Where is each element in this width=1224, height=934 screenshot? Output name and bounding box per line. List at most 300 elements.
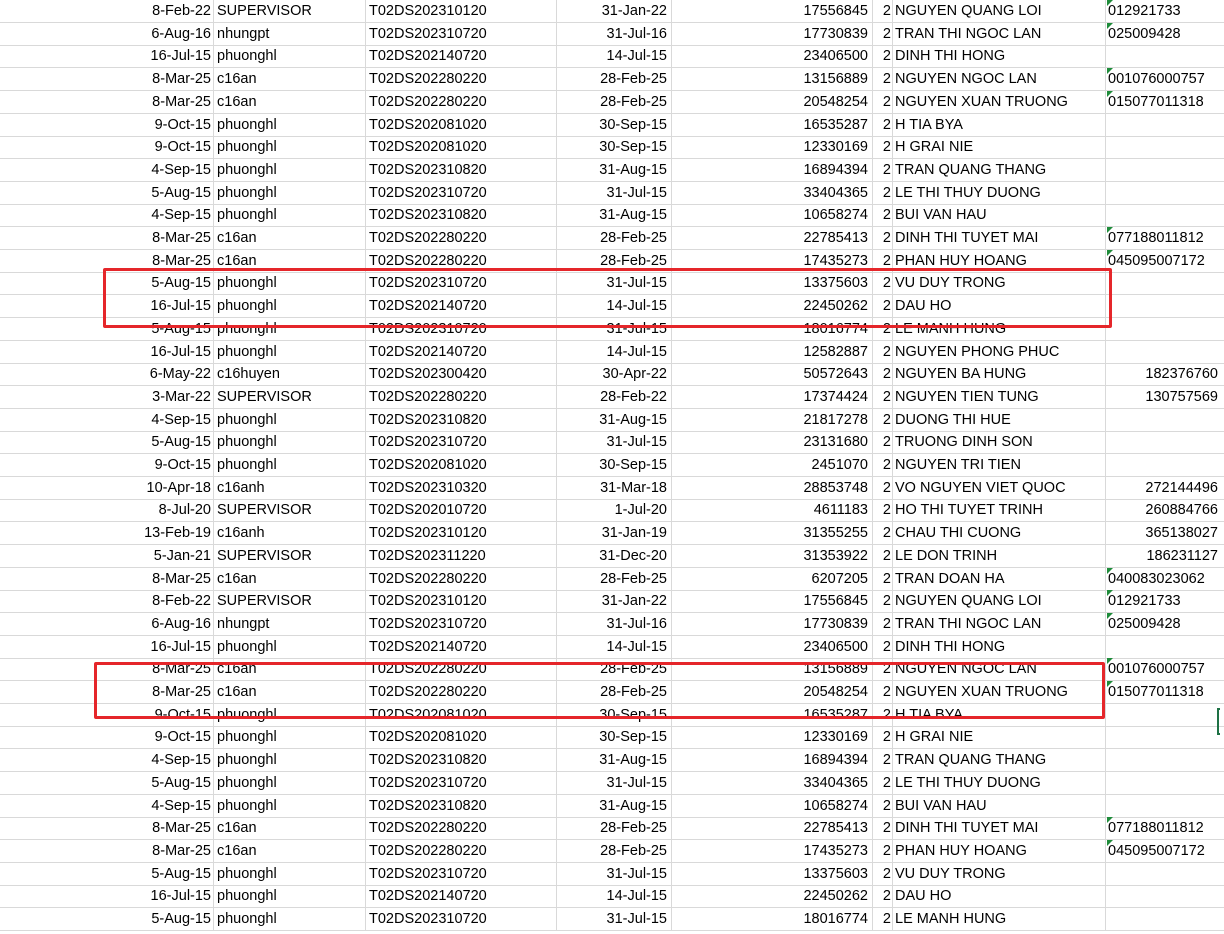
cell-amount[interactable]: 28853748 <box>672 477 873 499</box>
cell-user-id[interactable]: phuonghl <box>214 863 366 885</box>
cell-customer-name[interactable]: VO NGUYEN VIET QUOC <box>893 477 1106 499</box>
cell-amount[interactable]: 22785413 <box>672 817 873 839</box>
cell-posted-date[interactable]: 3-Mar-22 <box>96 386 214 408</box>
cell-amount[interactable]: 10658274 <box>672 204 873 226</box>
cell-batch-code[interactable]: T02DS202310720 <box>366 431 557 453</box>
cell-posted-date[interactable]: 16-Jul-15 <box>96 885 214 907</box>
cell-period-date[interactable]: 31-Jul-16 <box>557 23 672 45</box>
cell-customer-name[interactable]: NGUYEN XUAN TRUONG <box>893 91 1106 113</box>
cell-id-number[interactable]: 077188011812 <box>1108 230 1204 246</box>
cell-batch-code[interactable]: T02DS202310720 <box>366 272 557 294</box>
cell-batch-code[interactable]: T02DS202081020 <box>366 136 557 158</box>
cell-type-code[interactable]: 2 <box>873 318 893 340</box>
cell-id-number[interactable] <box>1106 772 1224 794</box>
cell-id-number[interactable]: 182376760 <box>1145 366 1218 383</box>
cell-batch-code[interactable]: T02DS202140720 <box>366 45 557 67</box>
cell-posted-date[interactable]: 8-Mar-25 <box>96 681 214 703</box>
cell-period-date[interactable]: 30-Apr-22 <box>557 363 672 385</box>
cell-type-code[interactable]: 2 <box>873 499 893 521</box>
cell-type-code[interactable]: 2 <box>873 204 893 226</box>
cell-batch-code[interactable]: T02DS202310720 <box>366 182 557 204</box>
cell-posted-date[interactable]: 5-Aug-15 <box>96 772 214 794</box>
cell-posted-date[interactable]: 8-Mar-25 <box>96 68 214 90</box>
cell-id-number[interactable] <box>1106 182 1224 204</box>
cell-user-id[interactable]: SUPERVISOR <box>214 545 366 567</box>
cell-posted-date[interactable]: 8-Mar-25 <box>96 658 214 680</box>
cell-period-date[interactable]: 31-Dec-20 <box>557 545 672 567</box>
cell-amount[interactable]: 17556845 <box>672 0 873 22</box>
cell-id-number[interactable]: 001076000757 <box>1108 71 1205 88</box>
cell-id-number[interactable] <box>1106 318 1224 340</box>
cell-customer-name[interactable]: TRAN DOAN HA <box>893 568 1106 590</box>
table-row[interactable] <box>0 204 1224 227</box>
cell-batch-code[interactable]: T02DS202310720 <box>366 908 557 930</box>
cell-period-date[interactable]: 28-Feb-25 <box>557 840 672 862</box>
cell-batch-code[interactable]: T02DS202140720 <box>366 295 557 317</box>
cell-batch-code[interactable]: T02DS202310720 <box>366 23 557 45</box>
cell-type-code[interactable]: 2 <box>873 0 893 22</box>
cell-id-number[interactable]: 045095007172 <box>1108 842 1205 859</box>
cell-batch-code[interactable]: T02DS202310820 <box>366 409 557 431</box>
cell-customer-name[interactable]: DAU HO <box>893 885 1106 907</box>
cell-customer-name[interactable]: VU DUY TRONG <box>893 863 1106 885</box>
cell-user-id[interactable]: c16an <box>214 68 366 90</box>
table-row[interactable] <box>0 636 1224 659</box>
cell-user-id[interactable]: SUPERVISOR <box>214 386 366 408</box>
cell-batch-code[interactable]: T02DS202310720 <box>366 613 557 635</box>
cell-user-id[interactable]: c16an <box>214 91 366 113</box>
cell-amount[interactable]: 10658274 <box>672 795 873 817</box>
table-row[interactable] <box>0 363 1224 386</box>
cell-posted-date[interactable]: 8-Mar-25 <box>96 227 214 249</box>
cell-posted-date[interactable]: 8-Feb-22 <box>96 590 214 612</box>
cell-user-id[interactable]: phuonghl <box>214 454 366 476</box>
cell-period-date[interactable]: 28-Feb-25 <box>557 250 672 272</box>
cell-user-id[interactable]: c16an <box>214 817 366 839</box>
table-row[interactable] <box>0 182 1224 205</box>
cell-batch-code[interactable]: T02DS202310120 <box>366 522 557 544</box>
cell-posted-date[interactable]: 8-Mar-25 <box>96 91 214 113</box>
cell-amount[interactable]: 17435273 <box>672 840 873 862</box>
cell-posted-date[interactable]: 16-Jul-15 <box>96 636 214 658</box>
cell-period-date[interactable]: 30-Sep-15 <box>557 726 672 748</box>
cell-amount[interactable]: 50572643 <box>672 363 873 385</box>
cell-type-code[interactable]: 2 <box>873 817 893 839</box>
cell-user-id[interactable]: phuonghl <box>214 114 366 136</box>
cell-type-code[interactable]: 2 <box>873 477 893 499</box>
cell-amount[interactable]: 16535287 <box>672 114 873 136</box>
cell-user-id[interactable]: phuonghl <box>214 272 366 294</box>
cell-period-date[interactable]: 31-Mar-18 <box>557 477 672 499</box>
cell-customer-name[interactable]: NGUYEN NGOC LAN <box>893 658 1106 680</box>
cell-customer-name[interactable]: DUONG THI HUE <box>893 409 1106 431</box>
cell-amount[interactable]: 16894394 <box>672 749 873 771</box>
cell-posted-date[interactable]: 6-May-22 <box>96 363 214 385</box>
cell-user-id[interactable]: phuonghl <box>214 704 366 726</box>
cell-customer-name[interactable]: TRAN QUANG THANG <box>893 749 1106 771</box>
cell-period-date[interactable]: 14-Jul-15 <box>557 341 672 363</box>
table-row[interactable] <box>0 795 1224 818</box>
cell-type-code[interactable]: 2 <box>873 568 893 590</box>
cell-posted-date[interactable]: 4-Sep-15 <box>96 159 214 181</box>
cell-amount[interactable]: 20548254 <box>672 681 873 703</box>
cell-id-number[interactable] <box>1106 863 1224 885</box>
cell-period-date[interactable]: 28-Feb-25 <box>557 681 672 703</box>
cell-user-id[interactable]: phuonghl <box>214 772 366 794</box>
cell-batch-code[interactable]: T02DS202310820 <box>366 749 557 771</box>
cell-amount[interactable]: 13156889 <box>672 658 873 680</box>
cell-amount[interactable]: 33404365 <box>672 182 873 204</box>
cell-period-date[interactable]: 31-Jul-15 <box>557 272 672 294</box>
cell-id-number[interactable] <box>1106 409 1224 431</box>
cell-user-id[interactable]: c16an <box>214 568 366 590</box>
cell-period-date[interactable]: 28-Feb-25 <box>557 227 672 249</box>
cell-posted-date[interactable]: 4-Sep-15 <box>96 409 214 431</box>
table-row[interactable] <box>0 227 1224 250</box>
cell-type-code[interactable]: 2 <box>873 840 893 862</box>
cell-id-number[interactable]: 025009428 <box>1108 615 1181 632</box>
table-row[interactable] <box>0 749 1224 772</box>
cell-customer-name[interactable]: LE DON TRINH <box>893 545 1106 567</box>
cell-amount[interactable]: 12330169 <box>672 136 873 158</box>
cell-period-date[interactable]: 14-Jul-15 <box>557 885 672 907</box>
cell-customer-name[interactable]: DINH THI HONG <box>893 636 1106 658</box>
cell-user-id[interactable]: nhungpt <box>214 613 366 635</box>
cell-user-id[interactable]: phuonghl <box>214 636 366 658</box>
table-row[interactable] <box>0 545 1224 568</box>
cell-user-id[interactable]: c16an <box>214 681 366 703</box>
cell-batch-code[interactable]: T02DS202310820 <box>366 795 557 817</box>
cell-type-code[interactable]: 2 <box>873 341 893 363</box>
cell-amount[interactable]: 31353922 <box>672 545 873 567</box>
cell-period-date[interactable]: 31-Jul-15 <box>557 182 672 204</box>
cell-batch-code[interactable]: T02DS202300420 <box>366 363 557 385</box>
cell-customer-name[interactable]: NGUYEN TIEN TUNG <box>893 386 1106 408</box>
cell-id-number[interactable] <box>1106 431 1224 453</box>
table-row[interactable] <box>0 431 1224 454</box>
cell-user-id[interactable]: c16an <box>214 227 366 249</box>
cell-type-code[interactable]: 2 <box>873 68 893 90</box>
table-row[interactable] <box>0 45 1224 68</box>
cell-id-number[interactable] <box>1106 272 1224 294</box>
cell-amount[interactable]: 18016774 <box>672 908 873 930</box>
cell-amount[interactable]: 13156889 <box>672 68 873 90</box>
cell-batch-code[interactable]: T02DS202310720 <box>366 318 557 340</box>
cell-id-number[interactable]: 272144496 <box>1145 479 1218 496</box>
cell-type-code[interactable]: 2 <box>873 704 893 726</box>
cell-amount[interactable]: 22450262 <box>672 885 873 907</box>
cell-id-number[interactable]: 260884766 <box>1145 502 1218 519</box>
cell-customer-name[interactable]: NGUYEN BA HUNG <box>893 363 1106 385</box>
cell-user-id[interactable]: phuonghl <box>214 45 366 67</box>
cell-id-number[interactable]: 025009428 <box>1108 25 1181 42</box>
table-row[interactable] <box>0 704 1224 727</box>
cell-id-number[interactable] <box>1106 45 1224 67</box>
table-row[interactable] <box>0 568 1224 591</box>
cell-id-number[interactable]: 077188011812 <box>1108 820 1204 837</box>
cell-posted-date[interactable]: 16-Jul-15 <box>96 341 214 363</box>
cell-period-date[interactable]: 30-Sep-15 <box>557 136 672 158</box>
cell-period-date[interactable]: 1-Jul-20 <box>557 499 672 521</box>
cell-user-id[interactable]: phuonghl <box>214 409 366 431</box>
cell-period-date[interactable]: 31-Jul-15 <box>557 908 672 930</box>
cell-customer-name[interactable]: VU DUY TRONG <box>893 272 1106 294</box>
cell-type-code[interactable]: 2 <box>873 772 893 794</box>
cell-period-date[interactable]: 31-Jul-15 <box>557 431 672 453</box>
cell-type-code[interactable]: 2 <box>873 545 893 567</box>
cell-batch-code[interactable]: T02DS202140720 <box>366 636 557 658</box>
cell-amount[interactable]: 18016774 <box>672 318 873 340</box>
cell-id-number[interactable]: 365138027 <box>1145 525 1218 542</box>
table-row[interactable] <box>0 272 1224 295</box>
cell-period-date[interactable]: 30-Sep-15 <box>557 114 672 136</box>
cell-posted-date[interactable]: 5-Aug-15 <box>96 431 214 453</box>
cell-customer-name[interactable]: H TIA BYA <box>893 114 1106 136</box>
cell-posted-date[interactable]: 8-Mar-25 <box>96 568 214 590</box>
cell-type-code[interactable]: 2 <box>873 272 893 294</box>
cell-type-code[interactable]: 2 <box>873 250 893 272</box>
cell-type-code[interactable]: 2 <box>873 658 893 680</box>
cell-type-code[interactable]: 2 <box>873 182 893 204</box>
cell-id-number[interactable] <box>1106 749 1224 771</box>
cell-posted-date[interactable]: 5-Aug-15 <box>96 318 214 340</box>
table-row[interactable] <box>0 499 1224 522</box>
cell-user-id[interactable]: SUPERVISOR <box>214 0 366 22</box>
cell-posted-date[interactable]: 4-Sep-15 <box>96 204 214 226</box>
cell-customer-name[interactable]: DINH THI HONG <box>893 45 1106 67</box>
cell-period-date[interactable]: 28-Feb-25 <box>557 658 672 680</box>
cell-customer-name[interactable]: DINH THI TUYET MAI <box>893 817 1106 839</box>
cell-customer-name[interactable]: BUI VAN HAU <box>893 795 1106 817</box>
cell-posted-date[interactable]: 5-Aug-15 <box>96 908 214 930</box>
cell-customer-name[interactable]: LE THI THUY DUONG <box>893 182 1106 204</box>
cell-period-date[interactable]: 31-Jan-22 <box>557 0 672 22</box>
cell-user-id[interactable]: phuonghl <box>214 295 366 317</box>
cell-id-number[interactable]: 015077011318 <box>1108 93 1204 110</box>
cell-amount[interactable]: 13375603 <box>672 863 873 885</box>
cell-batch-code[interactable]: T02DS202310120 <box>366 590 557 612</box>
cell-customer-name[interactable]: HO THI TUYET TRINH <box>893 499 1106 521</box>
cell-batch-code[interactable]: T02DS202280220 <box>366 817 557 839</box>
cell-period-date[interactable]: 14-Jul-15 <box>557 45 672 67</box>
cell-period-date[interactable]: 14-Jul-15 <box>557 636 672 658</box>
cell-type-code[interactable]: 2 <box>873 409 893 431</box>
cell-id-number[interactable] <box>1106 204 1224 226</box>
cell-user-id[interactable]: c16an <box>214 840 366 862</box>
cell-id-number[interactable] <box>1106 454 1224 476</box>
table-row[interactable] <box>0 772 1224 795</box>
cell-user-id[interactable]: phuonghl <box>214 159 366 181</box>
cell-customer-name[interactable]: DINH THI TUYET MAI <box>893 227 1106 249</box>
cell-batch-code[interactable]: T02DS202140720 <box>366 885 557 907</box>
cell-period-date[interactable]: 31-Aug-15 <box>557 749 672 771</box>
cell-customer-name[interactable]: PHAN HUY HOANG <box>893 250 1106 272</box>
cell-amount[interactable]: 4611183 <box>672 499 873 521</box>
cell-id-number[interactable] <box>1106 885 1224 907</box>
cell-type-code[interactable]: 2 <box>873 159 893 181</box>
cell-batch-code[interactable]: T02DS202310720 <box>366 863 557 885</box>
cell-amount[interactable]: 20548254 <box>672 91 873 113</box>
cell-posted-date[interactable]: 5-Aug-15 <box>96 272 214 294</box>
table-row[interactable] <box>0 114 1224 137</box>
table-row[interactable] <box>0 590 1224 613</box>
cell-batch-code[interactable]: T02DS202280220 <box>366 568 557 590</box>
cell-amount[interactable]: 22450262 <box>672 295 873 317</box>
cell-period-date[interactable]: 31-Jul-15 <box>557 863 672 885</box>
cell-id-number[interactable] <box>1106 114 1224 136</box>
cell-amount[interactable]: 17556845 <box>672 590 873 612</box>
cell-amount[interactable]: 12582887 <box>672 341 873 363</box>
cell-customer-name[interactable]: TRAN THI NGOC LAN <box>893 613 1106 635</box>
cell-type-code[interactable]: 2 <box>873 590 893 612</box>
cell-batch-code[interactable]: T02DS202081020 <box>366 726 557 748</box>
cell-customer-name[interactable]: NGUYEN TRI TIEN <box>893 454 1106 476</box>
cell-type-code[interactable]: 2 <box>873 295 893 317</box>
cell-type-code[interactable]: 2 <box>873 114 893 136</box>
cell-posted-date[interactable]: 8-Jul-20 <box>96 499 214 521</box>
cell-batch-code[interactable]: T02DS202081020 <box>366 454 557 476</box>
cell-customer-name[interactable]: NGUYEN NGOC LAN <box>893 68 1106 90</box>
cell-customer-name[interactable]: TRAN QUANG THANG <box>893 159 1106 181</box>
cell-id-number[interactable]: 186231127 <box>1146 547 1218 564</box>
cell-id-number[interactable] <box>1106 704 1224 726</box>
cell-user-id[interactable]: nhungpt <box>214 23 366 45</box>
cell-amount[interactable]: 16894394 <box>672 159 873 181</box>
cell-customer-name[interactable]: NGUYEN PHONG PHUC <box>893 341 1106 363</box>
table-row[interactable] <box>0 386 1224 409</box>
cell-amount[interactable]: 21817278 <box>672 409 873 431</box>
table-row[interactable] <box>0 522 1224 545</box>
cell-id-number[interactable]: 040083023062 <box>1108 570 1205 587</box>
cell-period-date[interactable]: 28-Feb-25 <box>557 568 672 590</box>
cell-user-id[interactable]: phuonghl <box>214 431 366 453</box>
cell-id-number[interactable]: 015077011318 <box>1108 684 1204 700</box>
cell-customer-name[interactable]: LE MANH HUNG <box>893 318 1106 340</box>
cell-type-code[interactable]: 2 <box>873 795 893 817</box>
cell-posted-date[interactable]: 16-Jul-15 <box>96 45 214 67</box>
cell-user-id[interactable]: SUPERVISOR <box>214 590 366 612</box>
cell-posted-date[interactable]: 4-Sep-15 <box>96 795 214 817</box>
cell-id-number[interactable] <box>1106 295 1224 317</box>
table-row[interactable] <box>0 159 1224 182</box>
cell-user-id[interactable]: phuonghl <box>214 341 366 363</box>
cell-posted-date[interactable]: 6-Aug-16 <box>96 23 214 45</box>
cell-user-id[interactable]: c16huyen <box>214 363 366 385</box>
cell-amount[interactable]: 17374424 <box>672 386 873 408</box>
cell-period-date[interactable]: 31-Jul-16 <box>557 613 672 635</box>
cell-id-number[interactable] <box>1106 795 1224 817</box>
cell-type-code[interactable]: 2 <box>873 522 893 544</box>
cell-type-code[interactable]: 2 <box>873 613 893 635</box>
table-row[interactable] <box>0 409 1224 432</box>
cell-customer-name[interactable]: TRUONG DINH SON <box>893 431 1106 453</box>
cell-period-date[interactable]: 31-Jan-19 <box>557 522 672 544</box>
cell-user-id[interactable]: phuonghl <box>214 795 366 817</box>
cell-batch-code[interactable]: T02DS202280220 <box>366 68 557 90</box>
cell-id-number[interactable] <box>1106 136 1224 158</box>
cell-type-code[interactable]: 2 <box>873 431 893 453</box>
cell-type-code[interactable]: 2 <box>873 636 893 658</box>
cell-type-code[interactable]: 2 <box>873 454 893 476</box>
cell-id-number[interactable]: 012921733 <box>1108 593 1181 610</box>
cell-user-id[interactable]: c16anh <box>214 522 366 544</box>
cell-amount[interactable]: 23406500 <box>672 45 873 67</box>
table-row[interactable] <box>0 863 1224 886</box>
cell-type-code[interactable]: 2 <box>873 23 893 45</box>
cell-amount[interactable]: 22785413 <box>672 227 873 249</box>
cell-customer-name[interactable]: LE MANH HUNG <box>893 908 1106 930</box>
table-row[interactable] <box>0 840 1224 863</box>
cell-posted-date[interactable]: 10-Apr-18 <box>96 477 214 499</box>
cell-type-code[interactable]: 2 <box>873 136 893 158</box>
cell-amount[interactable]: 23131680 <box>672 431 873 453</box>
cell-type-code[interactable]: 2 <box>873 726 893 748</box>
cell-period-date[interactable]: 28-Feb-25 <box>557 817 672 839</box>
cell-batch-code[interactable]: T02DS202310320 <box>366 477 557 499</box>
cell-amount[interactable]: 31355255 <box>672 522 873 544</box>
table-row[interactable] <box>0 681 1224 704</box>
table-row[interactable] <box>0 0 1224 23</box>
cell-customer-name[interactable]: CHAU THI CUONG <box>893 522 1106 544</box>
cell-customer-name[interactable]: PHAN HUY HOANG <box>893 840 1106 862</box>
cell-customer-name[interactable]: TRAN THI NGOC LAN <box>893 23 1106 45</box>
cell-period-date[interactable]: 30-Sep-15 <box>557 454 672 476</box>
cell-customer-name[interactable]: NGUYEN QUANG LOI <box>893 0 1106 22</box>
cell-posted-date[interactable]: 8-Feb-22 <box>96 0 214 22</box>
cell-id-number[interactable] <box>1106 341 1224 363</box>
cell-period-date[interactable]: 28-Feb-22 <box>557 386 672 408</box>
cell-period-date[interactable]: 31-Aug-15 <box>557 409 672 431</box>
cell-amount[interactable]: 13375603 <box>672 272 873 294</box>
cell-period-date[interactable]: 31-Aug-15 <box>557 204 672 226</box>
cell-posted-date[interactable]: 8-Mar-25 <box>96 250 214 272</box>
table-row[interactable] <box>0 658 1224 681</box>
cell-id-number[interactable]: 012921733 <box>1108 3 1181 19</box>
cell-type-code[interactable]: 2 <box>873 908 893 930</box>
cell-batch-code[interactable]: T02DS202140720 <box>366 341 557 363</box>
cell-posted-date[interactable]: 5-Aug-15 <box>96 863 214 885</box>
cell-customer-name[interactable]: DAU HO <box>893 295 1106 317</box>
table-row[interactable] <box>0 817 1224 840</box>
cell-user-id[interactable]: phuonghl <box>214 885 366 907</box>
cell-amount[interactable]: 6207205 <box>672 568 873 590</box>
table-row[interactable] <box>0 23 1224 46</box>
cell-customer-name[interactable]: BUI VAN HAU <box>893 204 1106 226</box>
cell-user-id[interactable]: phuonghl <box>214 318 366 340</box>
cell-posted-date[interactable]: 9-Oct-15 <box>96 726 214 748</box>
cell-type-code[interactable]: 2 <box>873 91 893 113</box>
cell-period-date[interactable]: 31-Jul-15 <box>557 772 672 794</box>
cell-posted-date[interactable]: 9-Oct-15 <box>96 136 214 158</box>
cell-user-id[interactable]: phuonghl <box>214 908 366 930</box>
cell-posted-date[interactable]: 4-Sep-15 <box>96 749 214 771</box>
cell-user-id[interactable]: c16an <box>214 658 366 680</box>
cell-period-date[interactable]: 31-Aug-15 <box>557 159 672 181</box>
cell-id-number[interactable]: 001076000757 <box>1108 661 1205 678</box>
table-row[interactable] <box>0 477 1224 500</box>
cell-id-number[interactable] <box>1106 908 1224 930</box>
cell-period-date[interactable]: 28-Feb-25 <box>557 68 672 90</box>
table-row[interactable] <box>0 613 1224 636</box>
cell-amount[interactable]: 16535287 <box>672 704 873 726</box>
cell-batch-code[interactable]: T02DS202280220 <box>366 91 557 113</box>
cell-period-date[interactable]: 31-Jul-15 <box>557 318 672 340</box>
cell-batch-code[interactable]: T02DS202010720 <box>366 499 557 521</box>
cell-batch-code[interactable]: T02DS202280220 <box>366 840 557 862</box>
cell-batch-code[interactable]: T02DS202280220 <box>366 681 557 703</box>
cell-amount[interactable]: 33404365 <box>672 772 873 794</box>
cell-user-id[interactable]: phuonghl <box>214 204 366 226</box>
